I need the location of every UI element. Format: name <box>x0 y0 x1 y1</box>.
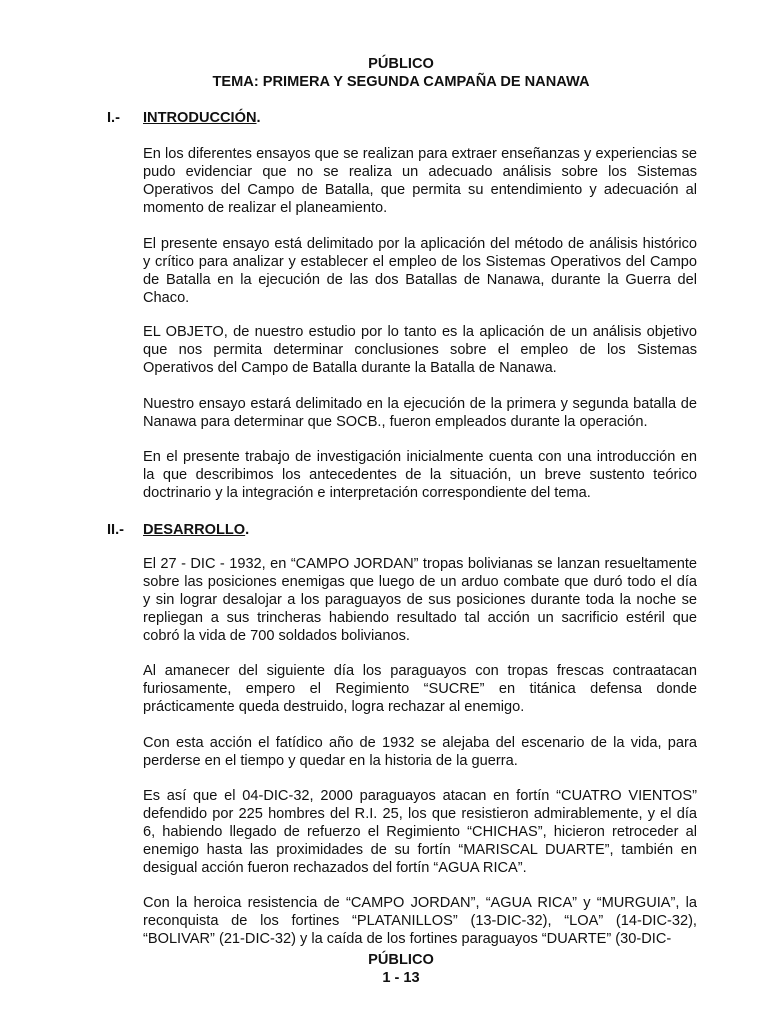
page-header <box>0 55 768 91</box>
section-heading-introduccion: I.- INTRODUCCIÓN. <box>107 110 261 126</box>
paragraph: El 27 - DIC - 1932, en “CAMPO JORDAN” tropas bolivianas se lanzan resueltamente sobre las posiciones enemigas que luego de un arduo combate que duró todo el día y sin lograr desalojar a los paraguayos de sus posiciones durante toda la noche se repliegan a sus trincheras habiendo resultado tal acción un sacrificio estéril que cobró la vida de 700 soldados bolivianos. <box>143 556 697 644</box>
section-heading-desarrollo: II.- DESARROLLO. <box>107 522 250 538</box>
paragraph: Al amanecer del siguiente día los paraguayos con tropas frescas contraatacan furiosamente, empero el Regimiento “SUCRE” en titánica defensa donde prácticamente queda destruido, logra rechazar al enemigo. <box>143 663 697 715</box>
paragraph: Con la heroica resistencia de “CAMPO JORDAN”, “AGUA RICA” y “MURGUIA”, la reconquista de los fortines “PLATANILLOS” (13-DIC-32), “LOA” (14-DIC-32), “BOLIVAR” (21-DIC-32) y la caída de los fortines paraguayos “DUARTE” (30-DIC- <box>143 895 697 947</box>
paragraph: EL OBJETO, de nuestro estudio por lo tanto es la aplicación de un análisis objetivo que nos permita determinar conclusiones sobre el empleo de los Sistemas Operativos del Campo de Batalla durante la Batalla de Nanawa. <box>143 324 697 376</box>
document-title: TEMA: PRIMERA Y SEGUNDA CAMPAÑA DE NANAWA <box>212 74 590 90</box>
paragraph: En el presente trabajo de investigación inicialmente cuenta con una introducción en la que describimos los antecedentes de la situación, un breve sustento teórico doctrinario y la integración e interpretación correspondiente del tema. <box>143 449 697 501</box>
page-footer <box>0 951 768 987</box>
paragraph: Con esta acción el fatídico año de 1932 se alejaba del escenario de la vida, para perderse en el tiempo y quedar en la historia de la guerra. <box>143 735 697 769</box>
page-number: 1 - 13 <box>382 970 420 986</box>
classification-label: PÚBLICO <box>368 56 434 72</box>
section-title: DESARROLLO <box>143 522 246 538</box>
paragraph: En los diferentes ensayos que se realizan para extraer enseñanzas y experiencias se pudo evidenciar que no se realiza un adecuado análisis sobre los Sistemas Operativos del Campo de Batalla, que permita su entendimiento y adecuación al momento de realizar el planeamiento. <box>143 146 697 216</box>
paragraph: El presente ensayo está delimitado por la aplicación del método de análisis histórico y crítico para analizar y establecer el empleo de los Sistemas Operativos del Campo de Batalla en la ejecución de las dos Batallas de Nanawa, durante la Guerra del Chaco. <box>143 236 697 306</box>
paragraph: Es así que el 04-DIC-32, 2000 paraguayos atacan en fortín “CUATRO VIENTOS” defendido por 225 hombres del R.I. 25, los que resistieron admirablemente, y el día 6, habiendo llegado de refuerzo el Regimiento “CHICHAS”, hicieron retroceder al enemigo hasta las proximidades de su fortín “MARISCAL DUARTE”, también en desigual acción fueron rechazados del fortín “AGUA RICA”. <box>143 788 697 876</box>
section-number: I.- <box>107 110 120 126</box>
section-title: INTRODUCCIÓN <box>143 110 257 126</box>
section-number: II.- <box>107 522 125 538</box>
classification-label: PÚBLICO <box>368 952 434 968</box>
paragraph: Nuestro ensayo estará delimitado en la ejecución de la primera y segunda batalla de Nanawa para determinar que SOCB., fueron empleados durante la operación. <box>143 396 697 430</box>
